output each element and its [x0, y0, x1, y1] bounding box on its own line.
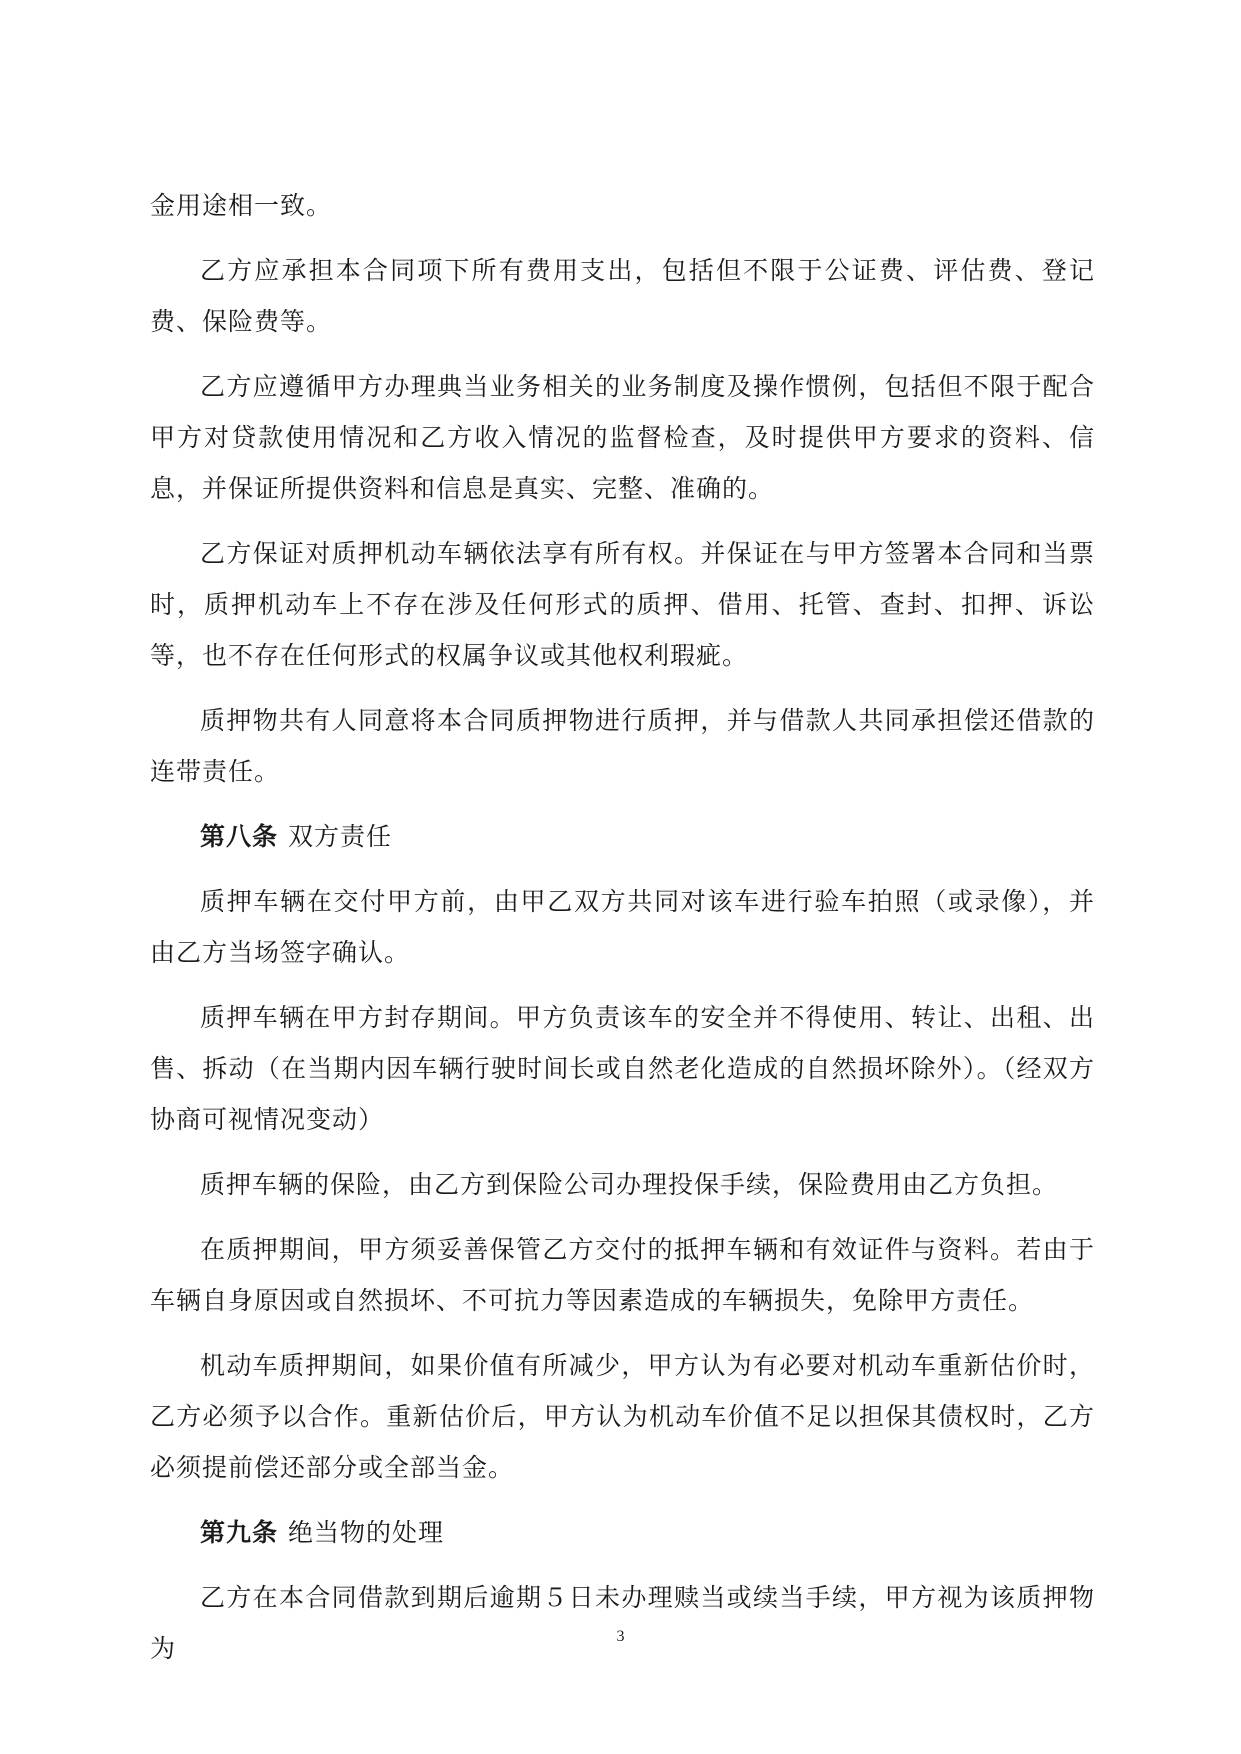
article-8-paragraph: 在质押期间，甲方须妥善保管乙方交付的抵押车辆和有效证件与资料。若由于车辆自身原因或自然损坏、不可抗力等因素造成的车辆损失，免除甲方责任。 — [150, 1235, 1095, 1315]
document-page — [150, 180, 1095, 1688]
article-8-title: 双方责任 — [288, 822, 393, 851]
article-8-paragraph: 质押车辆的保险，由乙方到保险公司办理投保手续，保险费用由乙方负担。 — [200, 1170, 1059, 1199]
page-number: 3 — [616, 1628, 625, 1645]
article-8-paragraph: 质押车辆在交付甲方前，由甲乙双方共同对该车进行验车拍照（或录像），并由乙方当场签字确认。 — [150, 887, 1095, 967]
paragraph-continued: 金用途相一致。 — [150, 191, 333, 220]
article-8-number: 第八条 — [200, 822, 279, 851]
article-8-paragraph: 质押车辆在甲方封存期间。甲方负责该车的安全并不得使用、转让、出租、出售、拆动（在当期内因车辆行驶时间长或自然老化造成的自然损坏除外）。（经双方协商可视情况变动） — [150, 1003, 1095, 1134]
paragraph-business-rules: 乙方应遵循甲方办理典当业务相关的业务制度及操作惯例，包括但不限于配合甲方对贷款使用情况和乙方收入情况的监督检查，及时提供甲方要求的资料、信息，并保证所提供资料和信息是真实、完整、准确的。 — [150, 372, 1095, 503]
article-9-number: 第九条 — [200, 1518, 279, 1547]
article-9-paragraph: 乙方在本合同借款到期后逾期５日未办理赎当或续当手续，甲方视为该质押物为 — [150, 1583, 1095, 1663]
paragraph-co-owner-consent: 质押物共有人同意将本合同质押物进行质押，并与借款人共同承担偿还借款的连带责任。 — [150, 706, 1095, 786]
paragraph-ownership-guarantee: 乙方保证对质押机动车辆依法享有所有权。并保证在与甲方签署本合同和当票时，质押机动车上不存在涉及任何形式的质押、借用、托管、查封、扣押、诉讼等，也不存在任何形式的权属争议或其他权利瑕疵。 — [150, 539, 1095, 670]
article-8-paragraph: 机动车质押期间，如果价值有所减少，甲方认为有必要对机动车重新估价时，乙方必须予以合作。重新估价后，甲方认为机动车价值不足以担保其债权时，乙方必须提前偿还部分或全部当金。 — [150, 1351, 1095, 1482]
article-9-title: 绝当物的处理 — [288, 1518, 445, 1547]
article-8-heading — [150, 811, 1095, 862]
article-9-heading — [150, 1507, 1095, 1558]
paragraph-fees: 乙方应承担本合同项下所有费用支出，包括但不限于公证费、评估费、登记费、保险费等。 — [150, 256, 1095, 336]
